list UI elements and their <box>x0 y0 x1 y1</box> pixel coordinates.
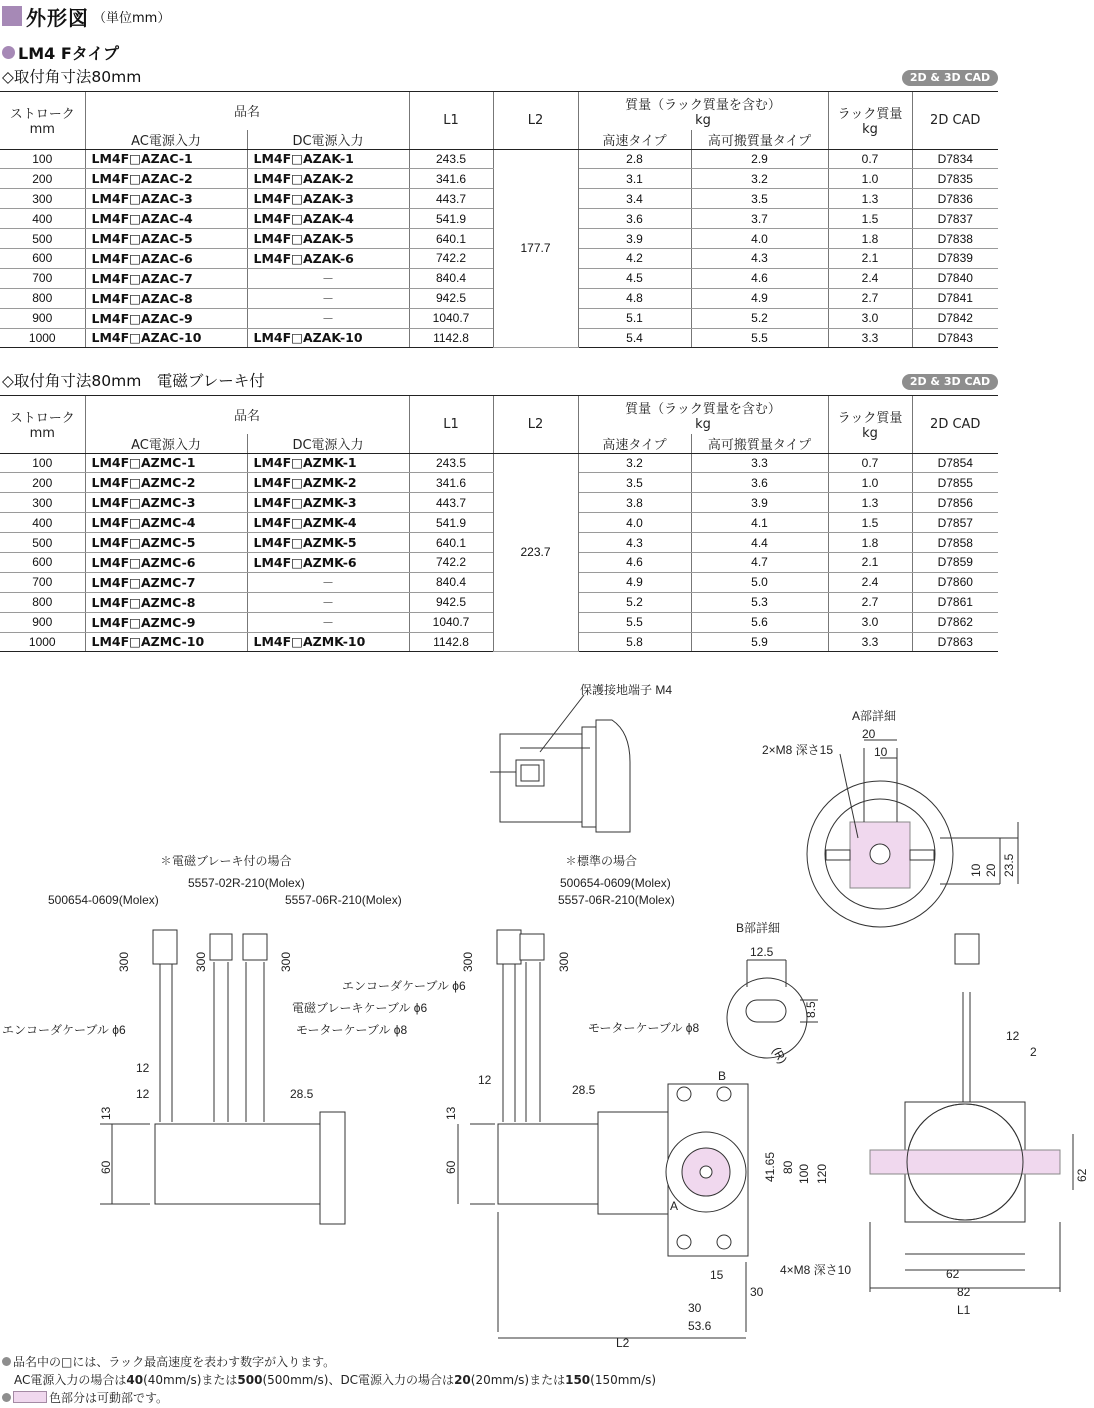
high-load-mass-cell: 4.0 <box>691 229 828 249</box>
col-stroke: ストローク mm <box>0 92 85 150</box>
dc-model-cell: LM4F□AZMK-3 <box>247 493 409 513</box>
dim-12-d: 12 <box>1006 1029 1020 1043</box>
col-dc: DC電源入力 <box>247 434 409 454</box>
high-speed-mass-cell: 3.2 <box>578 453 691 473</box>
motor-brake-side <box>100 930 345 1224</box>
dc-model-cell: LM4F□AZAK-2 <box>247 169 409 189</box>
cad-id-cell[interactable]: D7842 <box>912 308 998 328</box>
l1-cell: 341.6 <box>409 169 493 189</box>
col-rack-mass: ラック質量 kg <box>828 396 912 454</box>
ac-model-cell: LM4F□AZMC-1 <box>85 453 247 473</box>
high-load-mass-cell: 3.2 <box>691 169 828 189</box>
rack-mass-cell: 0.7 <box>828 453 912 473</box>
section-heading-standard: ◇取付角寸法80mm <box>2 68 142 86</box>
l1-cell: 840.4 <box>409 268 493 288</box>
high-speed-mass-cell: 5.2 <box>578 592 691 612</box>
stroke-cell: 600 <box>0 248 85 268</box>
cad-id-cell[interactable]: D7836 <box>912 189 998 209</box>
dc-model-cell: LM4F□AZAK-3 <box>247 189 409 209</box>
high-speed-mass-cell: 2.8 <box>578 149 691 169</box>
col-high-load: 高可搬質量タイプ <box>691 434 828 454</box>
m8-depth10-label: 4×M8 深さ10 <box>780 1263 852 1277</box>
high-load-mass-cell: 4.3 <box>691 248 828 268</box>
dim-8-5: 8.5 <box>804 1001 818 1018</box>
high-load-mass-cell: 4.9 <box>691 288 828 308</box>
rack-mass-cell: 1.5 <box>828 513 912 533</box>
dim-10-a: 10 <box>874 745 888 759</box>
l1-cell: 243.5 <box>409 149 493 169</box>
cad-badge[interactable]: 2D & 3D CAD <box>902 374 998 390</box>
high-speed-mass-cell: 3.5 <box>578 473 691 493</box>
page-title: 外形図 <box>26 5 89 30</box>
dim-62-bottom: 62 <box>946 1267 960 1281</box>
high-load-mass-cell: 3.7 <box>691 209 828 229</box>
ac-model-cell: LM4F□AZAC-8 <box>85 288 247 308</box>
col-dc: DC電源入力 <box>247 130 409 150</box>
type-heading <box>2 42 119 62</box>
dim-12-a: 12 <box>136 1061 150 1075</box>
dim-30-b: 30 <box>688 1301 702 1315</box>
dim-62-side: 62 <box>1075 1168 1089 1182</box>
ac-model-cell: LM4F□AZMC-2 <box>85 473 247 493</box>
dim-20-side: 20 <box>984 863 998 877</box>
motor-top-view <box>490 720 630 832</box>
stroke-cell: 500 <box>0 533 85 553</box>
ac-model-cell: LM4F□AZAC-9 <box>85 308 247 328</box>
ac-model-cell: LM4F□AZMC-8 <box>85 592 247 612</box>
ac-model-cell: LM4F□AZAC-7 <box>85 268 247 288</box>
cad-id-cell[interactable]: D7861 <box>912 592 998 612</box>
rack-mass-cell: 1.3 <box>828 493 912 513</box>
cad-id-cell[interactable]: D7858 <box>912 533 998 553</box>
stroke-cell: 900 <box>0 308 85 328</box>
l2-cell: 177.7 <box>493 149 578 348</box>
brake-cable-label: 電磁ブレーキケーブル ϕ6 <box>292 1001 428 1015</box>
l1-cell: 541.9 <box>409 513 493 533</box>
stroke-cell: 100 <box>0 149 85 169</box>
high-load-mass-cell: 2.9 <box>691 149 828 169</box>
col-mass: 質量（ラック質量を含む） kg <box>578 396 828 434</box>
note-1: 品名中の□には、ラック最高速度を表わす数字が入ります。 <box>2 1353 656 1371</box>
dim-53-6: 53.6 <box>688 1319 712 1333</box>
stroke-cell: 900 <box>0 612 85 632</box>
cad-id-cell[interactable]: D7860 <box>912 572 998 592</box>
col-cad: 2D CAD <box>912 396 998 454</box>
high-speed-mass-cell: 4.9 <box>578 572 691 592</box>
dc-model-cell: LM4F□AZMK-1 <box>247 453 409 473</box>
dim-13-a: 13 <box>99 1106 113 1120</box>
dim-13-b: 13 <box>444 1106 458 1120</box>
rack-mass-cell: 1.0 <box>828 473 912 493</box>
l1-cell: 640.1 <box>409 533 493 553</box>
col-ac: AC電源入力 <box>85 434 247 454</box>
title-square-icon <box>2 6 22 26</box>
rack-mass-cell: 1.5 <box>828 209 912 229</box>
ac-model-cell: LM4F□AZAC-6 <box>85 248 247 268</box>
l1-cell: 1040.7 <box>409 612 493 632</box>
cad-id-cell[interactable]: D7854 <box>912 453 998 473</box>
conn-motor-label-left: 5557-06R-210(Molex) <box>285 893 402 907</box>
bullet-icon <box>2 1357 11 1366</box>
ac-model-cell: LM4F□AZMC-5 <box>85 533 247 553</box>
note-2: AC電源入力の場合は40(40mm/s)または500(500mm/s)、DC電源入力の場合は20(20mm/s)または150(150mm/s) <box>14 1373 657 1387</box>
dim-23-5: 23.5 <box>1002 853 1016 877</box>
a-detail-label: A部詳細 <box>852 709 897 723</box>
l1-cell: 840.4 <box>409 572 493 592</box>
dim-12-c: 12 <box>478 1073 492 1087</box>
dc-model-cell: － <box>247 572 409 592</box>
cad-id-cell[interactable]: D7857 <box>912 513 998 533</box>
table-row <box>0 453 998 473</box>
stroke-cell: 1000 <box>0 632 85 652</box>
page-header <box>2 3 170 29</box>
high-load-mass-cell: 3.6 <box>691 473 828 493</box>
dc-model-cell: LM4F□AZAK-1 <box>247 149 409 169</box>
conn-brake-label: 5557-02R-210(Molex) <box>188 876 305 890</box>
l1-cell: 1142.8 <box>409 632 493 652</box>
dimension-drawing <box>0 672 1094 1362</box>
cad-id-cell[interactable]: D7839 <box>912 248 998 268</box>
col-mass: 質量（ラック質量を含む） kg <box>578 92 828 130</box>
rack-mass-cell: 2.1 <box>828 248 912 268</box>
col-high-speed: 高速タイプ <box>578 434 691 454</box>
dim-l1: L1 <box>957 1303 971 1317</box>
dim-60-a: 60 <box>99 1160 113 1174</box>
table-row <box>0 149 998 169</box>
dim-80: 80 <box>781 1160 795 1174</box>
motor-cable-label-center: モーターケーブル ϕ8 <box>588 1021 700 1035</box>
stroke-cell: 800 <box>0 592 85 612</box>
dim-60-b: 60 <box>444 1160 458 1174</box>
high-speed-mass-cell: 5.5 <box>578 612 691 632</box>
dim-l2: L2 <box>616 1336 630 1350</box>
rack-mass-cell: 3.3 <box>828 632 912 652</box>
rack-mass-cell: 3.3 <box>828 328 912 348</box>
rack-mass-cell: 2.1 <box>828 552 912 572</box>
dc-model-cell: LM4F□AZAK-6 <box>247 248 409 268</box>
brake-case-label: ✽電磁ブレーキ付の場合 <box>160 854 292 868</box>
stroke-cell: 600 <box>0 552 85 572</box>
l1-cell: 942.5 <box>409 592 493 612</box>
encoder-cable-label-center: エンコーダケーブル ϕ6 <box>342 979 466 993</box>
cad-id-cell[interactable]: D7863 <box>912 632 998 652</box>
dim-300-d: 300 <box>461 951 475 972</box>
dc-model-cell: LM4F□AZMK-4 <box>247 513 409 533</box>
rack-mass-cell: 2.7 <box>828 288 912 308</box>
dim-28-5-b: 28.5 <box>572 1083 596 1097</box>
motor-standard-side <box>458 930 748 1338</box>
stroke-cell: 400 <box>0 209 85 229</box>
rack-mass-cell: 1.3 <box>828 189 912 209</box>
dc-model-cell: LM4F□AZAK-4 <box>247 209 409 229</box>
l2-cell: 223.7 <box>493 453 578 652</box>
dim-20-a: 20 <box>862 727 876 741</box>
high-load-mass-cell: 5.6 <box>691 612 828 632</box>
stroke-cell: 300 <box>0 493 85 513</box>
cad-id-cell[interactable]: D7834 <box>912 149 998 169</box>
unit-label: （単位mm） <box>93 10 171 26</box>
high-speed-mass-cell: 4.0 <box>578 513 691 533</box>
ac-model-cell: LM4F□AZAC-3 <box>85 189 247 209</box>
stroke-cell: 500 <box>0 229 85 249</box>
col-ac: AC電源入力 <box>85 130 247 150</box>
col-high-speed: 高速タイプ <box>578 130 691 150</box>
ground-terminal-label: 保護接地端子 M4 <box>580 683 673 697</box>
ac-model-cell: LM4F□AZMC-3 <box>85 493 247 513</box>
l1-cell: 1142.8 <box>409 328 493 348</box>
cad-id-cell[interactable]: D7862 <box>912 612 998 632</box>
high-speed-mass-cell: 5.1 <box>578 308 691 328</box>
movable-color-swatch <box>13 1391 47 1403</box>
bullet-icon <box>2 46 15 59</box>
ac-model-cell: LM4F□AZAC-1 <box>85 149 247 169</box>
l1-cell: 541.9 <box>409 209 493 229</box>
dc-model-cell: LM4F□AZMK-10 <box>247 632 409 652</box>
col-stroke: ストローク mm <box>0 396 85 454</box>
dim-15: 15 <box>710 1268 724 1282</box>
dc-model-cell: － <box>247 612 409 632</box>
dim-300-e: 300 <box>557 951 571 972</box>
cad-badge[interactable]: 2D & 3D CAD <box>902 70 998 86</box>
dim-12-5: 12.5 <box>750 945 774 959</box>
dim-2: 2 <box>1030 1045 1037 1059</box>
dc-model-cell: LM4F□AZMK-2 <box>247 473 409 493</box>
high-speed-mass-cell: 3.1 <box>578 169 691 189</box>
high-load-mass-cell: 4.1 <box>691 513 828 533</box>
rack-mass-cell: 1.0 <box>828 169 912 189</box>
note-3: 色部分は可動部です。 <box>2 1389 656 1407</box>
stroke-cell: 800 <box>0 288 85 308</box>
high-load-mass-cell: 4.4 <box>691 533 828 553</box>
type-heading-text: LM4 Fタイプ <box>18 43 119 63</box>
dc-model-cell: LM4F□AZMK-6 <box>247 552 409 572</box>
rack-mass-cell: 2.4 <box>828 572 912 592</box>
cad-id-cell[interactable]: D7855 <box>912 473 998 493</box>
high-speed-mass-cell: 3.4 <box>578 189 691 209</box>
stroke-cell: 700 <box>0 572 85 592</box>
conn-encoder-label-center: 500654-0609(Molex) <box>560 876 671 890</box>
col-l2: L2 <box>493 396 578 454</box>
high-speed-mass-cell: 3.6 <box>578 209 691 229</box>
stroke-cell: 100 <box>0 453 85 473</box>
ac-model-cell: LM4F□AZAC-10 <box>85 328 247 348</box>
l1-cell: 742.2 <box>409 552 493 572</box>
col-l1: L1 <box>409 92 493 150</box>
l1-cell: 942.5 <box>409 288 493 308</box>
motor-end-view <box>870 934 1073 1292</box>
high-speed-mass-cell: 4.5 <box>578 268 691 288</box>
motor-cable-label-left: モーターケーブル ϕ8 <box>296 1023 408 1037</box>
standard-case-label: ✽標準の場合 <box>565 854 638 868</box>
dim-82: 82 <box>957 1285 971 1299</box>
cad-id-cell[interactable]: D7859 <box>912 552 998 572</box>
dc-model-cell: － <box>247 288 409 308</box>
col-cad: 2D CAD <box>912 92 998 150</box>
high-load-mass-cell: 4.7 <box>691 552 828 572</box>
label-a: A <box>670 1199 679 1213</box>
rack-mass-cell: 3.0 <box>828 612 912 632</box>
dim-r: (R) <box>769 1044 790 1066</box>
high-speed-mass-cell: 3.8 <box>578 493 691 513</box>
ac-model-cell: LM4F□AZAC-2 <box>85 169 247 189</box>
dc-model-cell: LM4F□AZAK-10 <box>247 328 409 348</box>
rack-mass-cell: 3.0 <box>828 308 912 328</box>
col-high-load: 高可搬質量タイプ <box>691 130 828 150</box>
dim-300-a: 300 <box>117 951 131 972</box>
high-speed-mass-cell: 5.8 <box>578 632 691 652</box>
stroke-cell: 400 <box>0 513 85 533</box>
high-load-mass-cell: 3.3 <box>691 453 828 473</box>
dc-model-cell: － <box>247 308 409 328</box>
stroke-cell: 1000 <box>0 328 85 348</box>
cad-id-cell[interactable]: D7841 <box>912 288 998 308</box>
b-detail-label: B部詳細 <box>736 921 781 935</box>
dim-100: 100 <box>797 1163 811 1184</box>
stroke-cell: 700 <box>0 268 85 288</box>
high-speed-mass-cell: 4.3 <box>578 533 691 553</box>
a-detail <box>807 740 1018 927</box>
col-l2: L2 <box>493 92 578 150</box>
spec-table-standard <box>0 91 998 348</box>
l1-cell: 243.5 <box>409 453 493 473</box>
cad-id-cell[interactable]: D7835 <box>912 169 998 189</box>
l1-cell: 640.1 <box>409 229 493 249</box>
high-load-mass-cell: 5.9 <box>691 632 828 652</box>
l1-cell: 443.7 <box>409 493 493 513</box>
spec-table-brake <box>0 395 998 652</box>
conn-encoder-label-left: 500654-0609(Molex) <box>48 893 159 907</box>
col-product: 品名 <box>85 396 409 434</box>
ac-model-cell: LM4F□AZMC-9 <box>85 612 247 632</box>
high-load-mass-cell: 5.5 <box>691 328 828 348</box>
high-speed-mass-cell: 4.2 <box>578 248 691 268</box>
ac-model-cell: LM4F□AZMC-7 <box>85 572 247 592</box>
ac-model-cell: LM4F□AZMC-6 <box>85 552 247 572</box>
stroke-cell: 300 <box>0 189 85 209</box>
encoder-cable-label-left: エンコーダケーブル ϕ6 <box>2 1023 126 1037</box>
rack-mass-cell: 1.8 <box>828 229 912 249</box>
high-speed-mass-cell: 3.9 <box>578 229 691 249</box>
cad-id-cell[interactable]: D7843 <box>912 328 998 348</box>
ac-model-cell: LM4F□AZAC-4 <box>85 209 247 229</box>
high-load-mass-cell: 5.2 <box>691 308 828 328</box>
high-speed-mass-cell: 4.8 <box>578 288 691 308</box>
label-b: B <box>718 1069 727 1083</box>
col-product: 品名 <box>85 92 409 130</box>
cad-id-cell[interactable]: D7856 <box>912 493 998 513</box>
cad-id-cell[interactable]: D7840 <box>912 268 998 288</box>
col-rack-mass: ラック質量 kg <box>828 92 912 150</box>
bullet-icon <box>2 1393 11 1402</box>
l1-cell: 742.2 <box>409 248 493 268</box>
footnotes <box>2 1353 656 1407</box>
dim-120: 120 <box>815 1163 829 1184</box>
rack-mass-cell: 2.4 <box>828 268 912 288</box>
dim-300-c: 300 <box>279 951 293 972</box>
rack-mass-cell: 2.7 <box>828 592 912 612</box>
ac-model-cell: LM4F□AZAC-5 <box>85 229 247 249</box>
l1-cell: 341.6 <box>409 473 493 493</box>
l1-cell: 1040.7 <box>409 308 493 328</box>
dc-model-cell: LM4F□AZAK-5 <box>247 229 409 249</box>
dim-300-b: 300 <box>194 951 208 972</box>
dc-model-cell: LM4F□AZMK-5 <box>247 533 409 553</box>
dim-12-b: 12 <box>136 1087 150 1101</box>
cad-id-cell[interactable]: D7837 <box>912 209 998 229</box>
high-load-mass-cell: 5.0 <box>691 572 828 592</box>
high-speed-mass-cell: 5.4 <box>578 328 691 348</box>
dim-41-65: 41.65 <box>763 1151 777 1182</box>
dim-30-a: 30 <box>750 1285 764 1299</box>
high-speed-mass-cell: 4.6 <box>578 552 691 572</box>
l1-cell: 443.7 <box>409 189 493 209</box>
dim-10-side: 10 <box>969 863 983 877</box>
high-load-mass-cell: 3.5 <box>691 189 828 209</box>
section-heading-brake: ◇取付角寸法80mm 電磁ブレーキ付 <box>2 372 265 390</box>
rack-mass-cell: 0.7 <box>828 149 912 169</box>
stroke-cell: 200 <box>0 473 85 493</box>
stroke-cell: 200 <box>0 169 85 189</box>
rack-mass-cell: 1.8 <box>828 533 912 553</box>
high-load-mass-cell: 3.9 <box>691 493 828 513</box>
ac-model-cell: LM4F□AZMC-10 <box>85 632 247 652</box>
m8-depth15-label: 2×M8 深さ15 <box>762 743 834 757</box>
cad-id-cell[interactable]: D7838 <box>912 229 998 249</box>
dc-model-cell: － <box>247 592 409 612</box>
dim-28-5-a: 28.5 <box>290 1087 314 1101</box>
col-l1: L1 <box>409 396 493 454</box>
dc-model-cell: － <box>247 268 409 288</box>
conn-motor-label-center: 5557-06R-210(Molex) <box>558 893 675 907</box>
ac-model-cell: LM4F□AZMC-4 <box>85 513 247 533</box>
high-load-mass-cell: 4.6 <box>691 268 828 288</box>
high-load-mass-cell: 5.3 <box>691 592 828 612</box>
